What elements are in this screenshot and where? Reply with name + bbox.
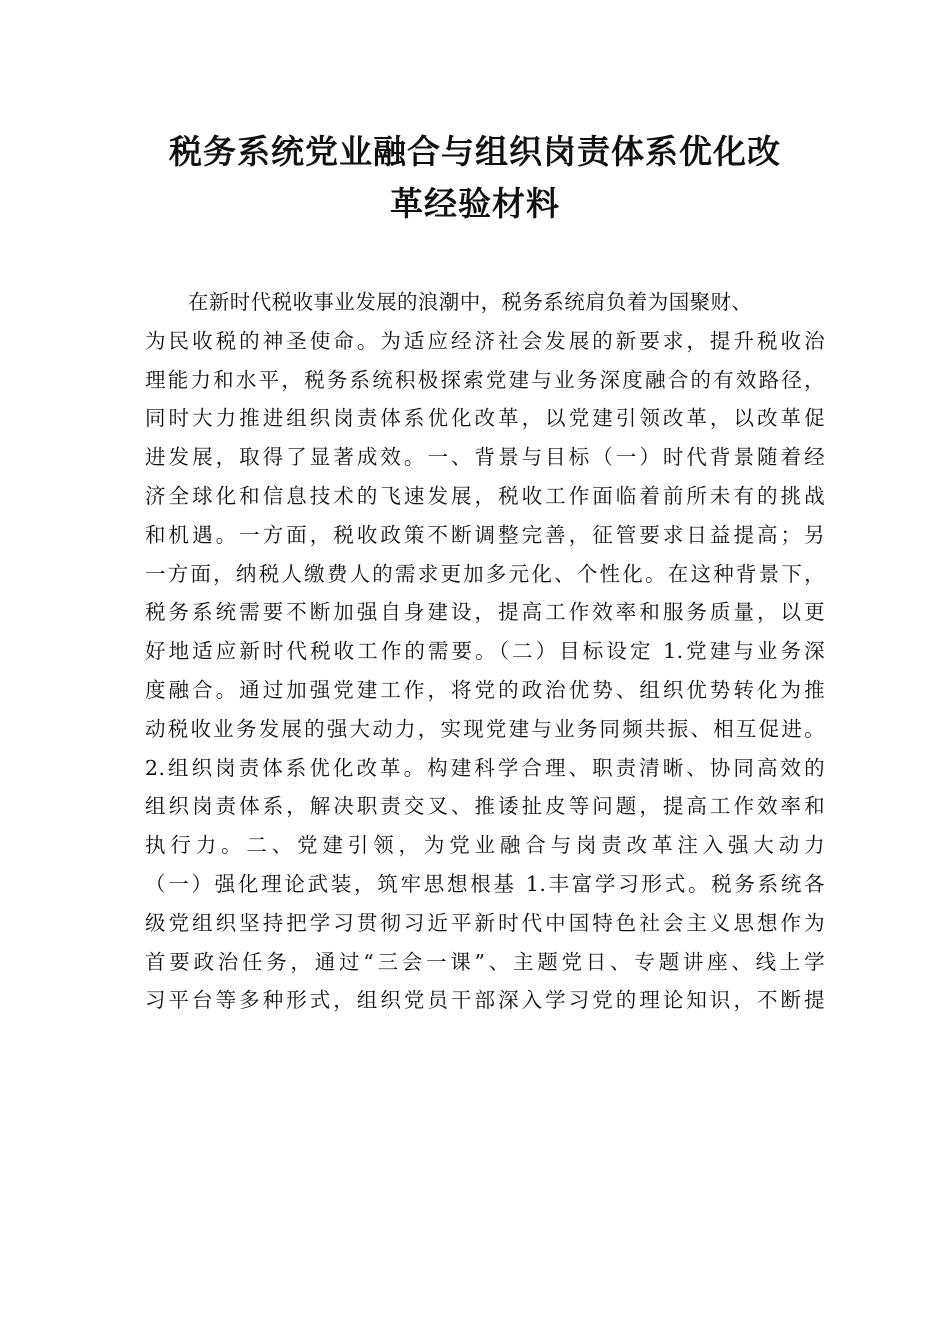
body-line-17: 级党组织坚持把学习贯彻习近平新时代中国特色社会主义思想作为 [145, 910, 825, 935]
body-line-12: 动税收业务发展的强大动力，实现党建与业务同频共振、相互促进。 [145, 716, 825, 741]
title-line-1: 税务系统党业融合与组织岗责体系优化改 [169, 132, 781, 171]
body-line-15: 执行力。二、党建引领，为党业融合与岗责改革注入强大动力 [145, 833, 825, 858]
body-line-11: 度融合。通过加强党建工作，将党的政治优势、组织优势转化为推 [145, 677, 825, 702]
body-line-6: 济全球化和信息技术的飞速发展，税收工作面临着前所未有的挑战 [145, 483, 825, 508]
body-line-14: 组织岗责体系，解决职责交叉、推诿扯皮等问题，提高工作效率和 [145, 794, 825, 819]
body-line-4: 同时大力推进组织岗责体系优化改革，以党建引领改革，以改革促 [145, 406, 825, 431]
body-line-7: 和机遇。一方面，税收政策不断调整完善，征管要求日益提高；另 [145, 522, 825, 547]
document-body [145, 283, 825, 1020]
body-line-19: 习平台等多种形式，组织党员干部深入学习党的理论知识，不断提 [145, 988, 825, 1013]
body-line-5: 进发展，取得了显著成效。一、背景与目标（一）时代背景随着经 [145, 445, 825, 470]
body-line-8: 一方面，纳税人缴费人的需求更加多元化、个性化。在这种背景下， [145, 561, 825, 586]
body-line-9: 税务系统需要不断加强自身建设，提高工作效率和服务质量，以更 [145, 600, 825, 625]
body-line-16: （一）强化理论武装，筑牢思想根基 1.丰富学习形式。税务系统各 [145, 871, 825, 896]
body-line-10: 好地适应新时代税收工作的需要。（二）目标设定 1.党建与业务深 [145, 639, 825, 664]
body-line-18: 首要政治任务，通过“三会一课”、主题党日、专题讲座、线上学 [145, 949, 825, 974]
body-line-13: 2.组织岗责体系优化改革。构建科学合理、职责清晰、协同高效的 [145, 755, 825, 780]
body-line-2: 为民收税的神圣使命。为适应经济社会发展的新要求，提升税收治 [145, 328, 825, 353]
body-line-3: 理能力和水平，税务系统积极探索党建与业务深度融合的有效路径， [145, 367, 825, 392]
body-line-1: 在新时代税收事业发展的浪潮中，税务系统肩负着为国聚财、 [188, 290, 753, 314]
title-line-2: 革经验材料 [390, 184, 560, 223]
document-title [120, 126, 830, 230]
